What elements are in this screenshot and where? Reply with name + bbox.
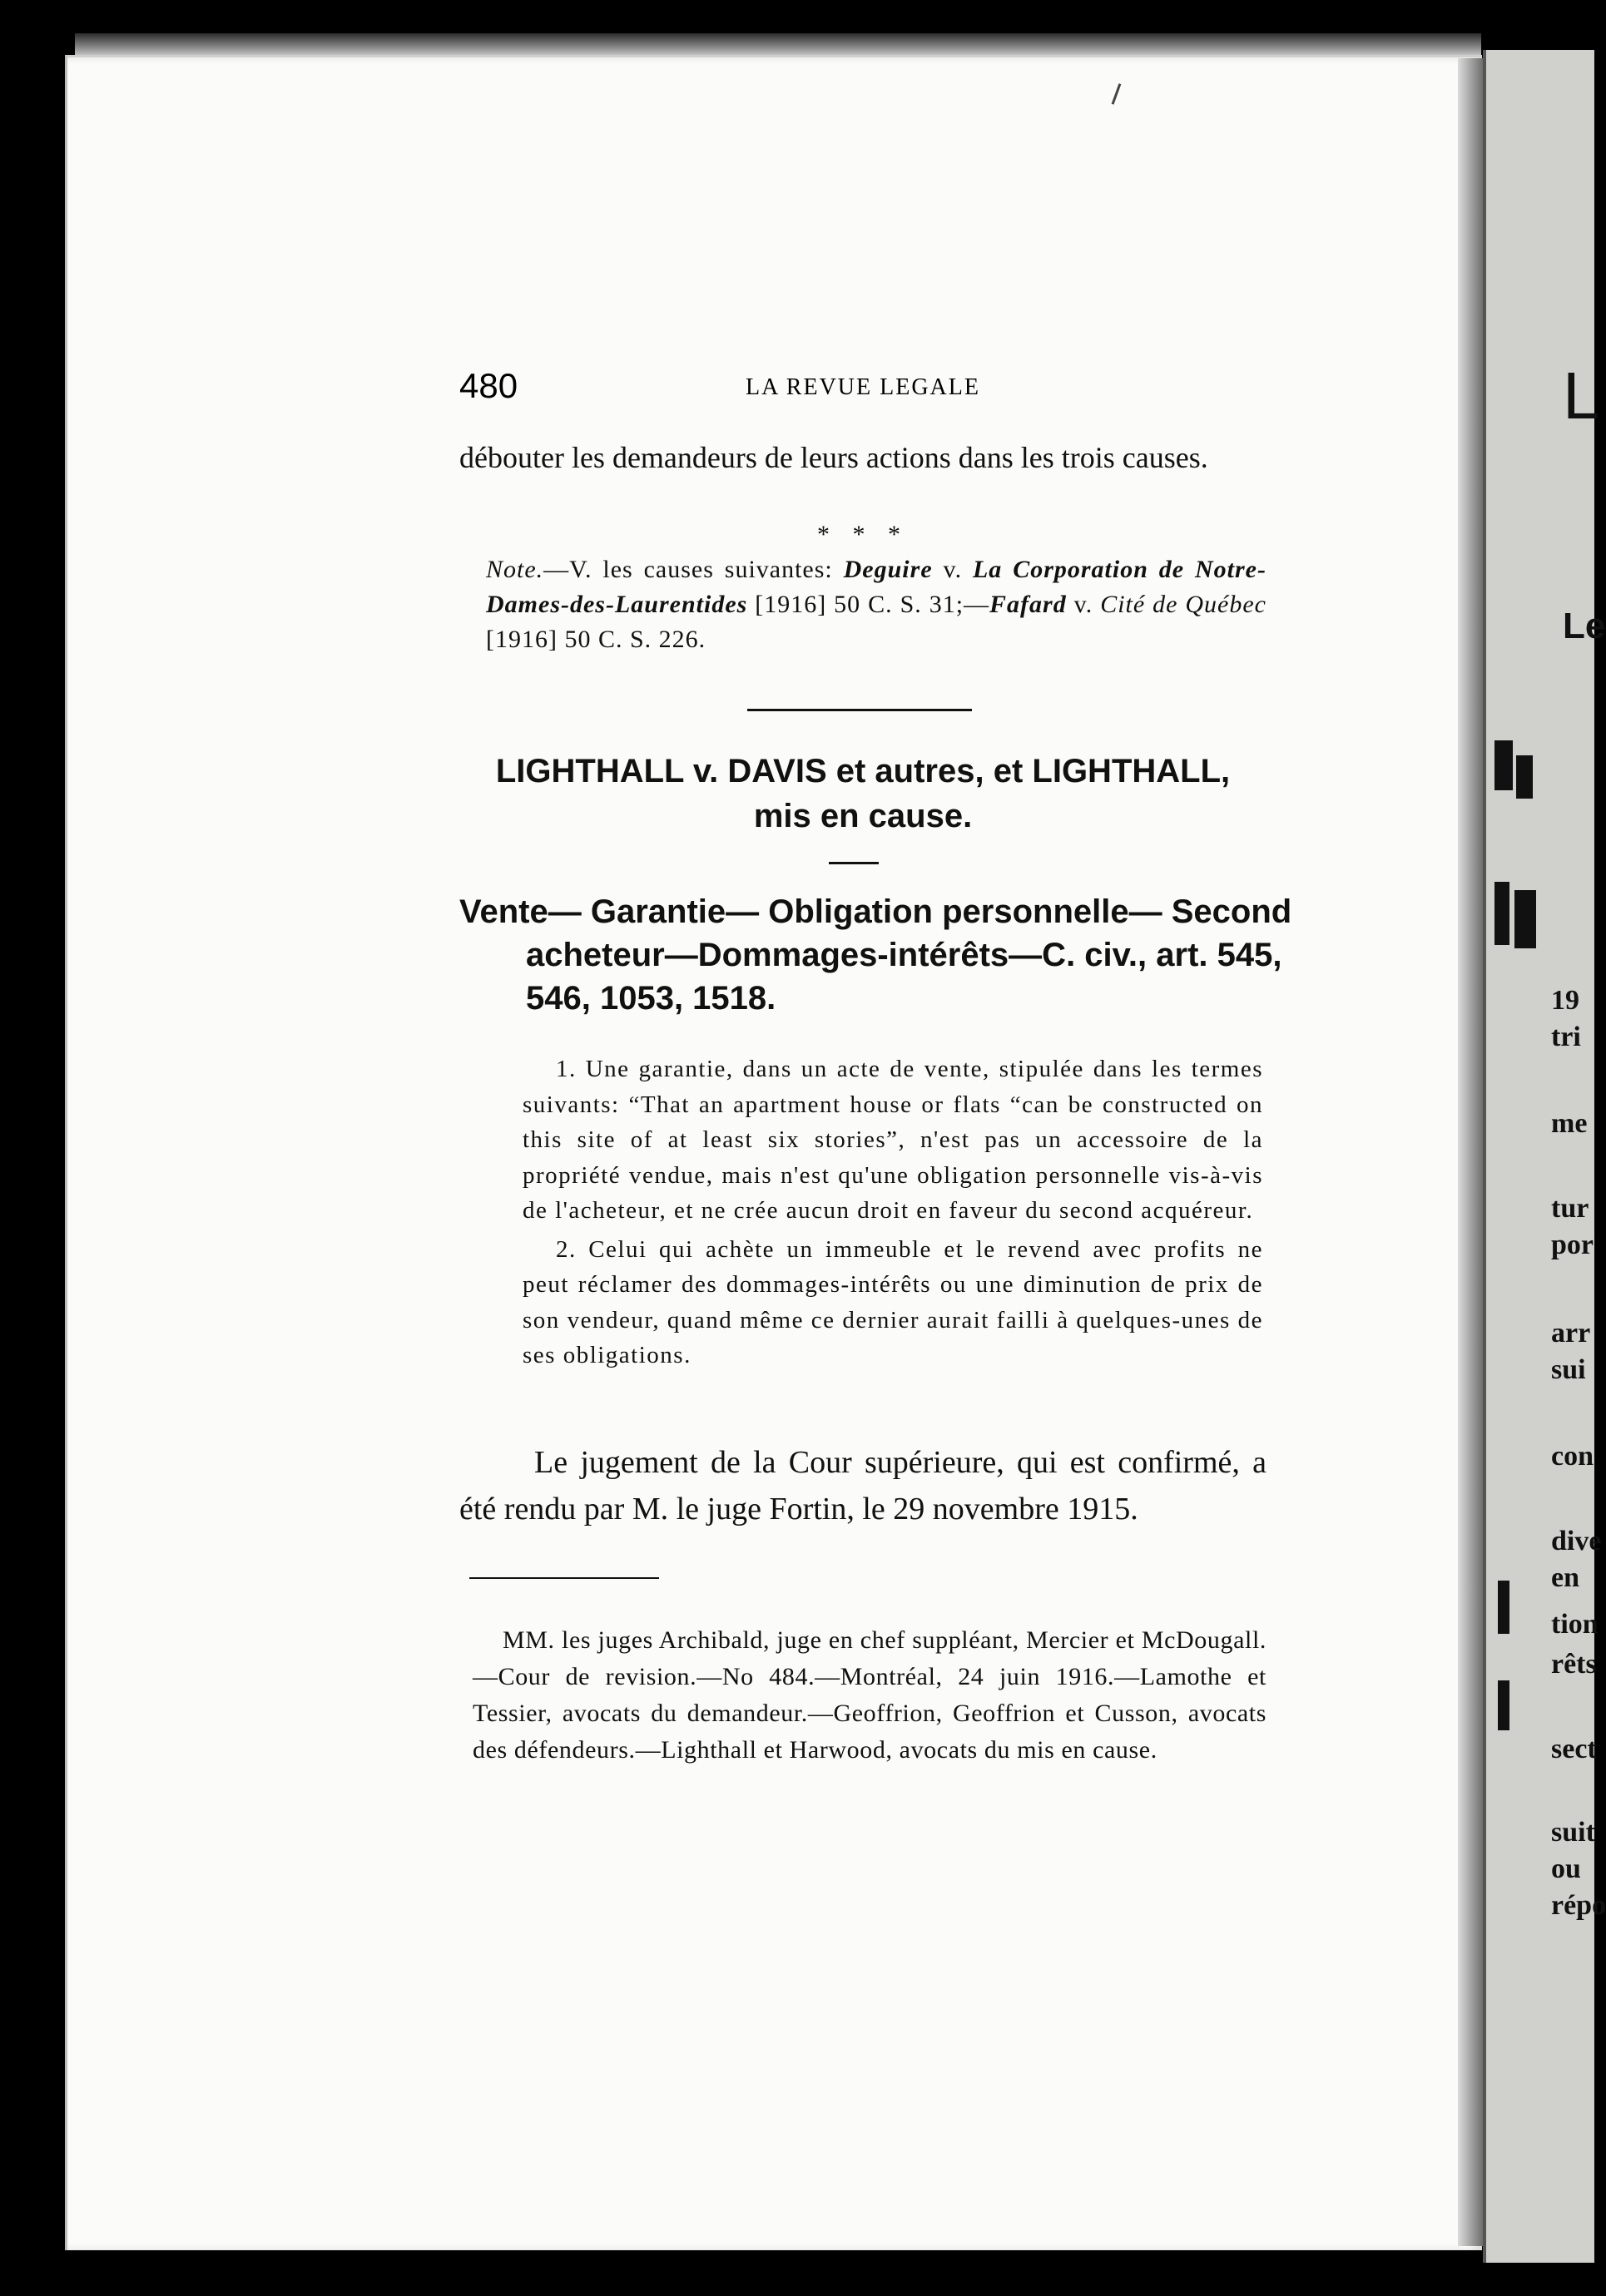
footnote-text: MM. les juges Archibald, juge en chef suppléant, Mercier et McDougall.—Cour de revision.—No 484.—Montréal, 24 juin 1916.—Lamothe et Tessier, avocats du demandeur.—Geoffrion, Geoffrion et Cusson, avocats des défendeurs.—Lighthall et Harwood, avocats du mis en cause.: [473, 1626, 1266, 1764]
adjacent-page-mark: [1498, 1680, 1509, 1730]
section-separator: * * *: [817, 521, 909, 548]
adjacent-page-fragment: Le: [1563, 606, 1606, 646]
adjacent-page-fragment: 19: [1551, 985, 1579, 1016]
footnote-rule: [469, 1577, 659, 1579]
adjacent-page-fragment: répo: [1551, 1890, 1606, 1921]
note-intro: —V. les causes suivantes:: [543, 556, 844, 583]
adjacent-page: [1483, 50, 1606, 2263]
page-number: 480: [459, 366, 518, 405]
page-gutter-shadow: [1458, 58, 1483, 2246]
note-case2-citation: [1916] 50 C. S. 226.: [486, 626, 706, 653]
note-case2-party: Fafard: [989, 591, 1067, 618]
note-case1-defendant: La Corporation de Notre-Dames-des-Laurentides: [486, 556, 1266, 618]
running-title: LA REVUE LEGALE: [746, 374, 980, 400]
judgment-text: Le jugement de la Cour supérieure, qui est confirmé, a été rendu par M. le juge Fortin, le 29 novembre 1915.: [459, 1445, 1266, 1527]
note-case2-defendant: Cité de Québec: [1100, 591, 1266, 618]
headnote-line: acheteur—Dommages-intérêts—C. civ., art. 545,: [526, 937, 1282, 973]
note-lead: Note.: [486, 556, 544, 583]
adjacent-page-fragment: sui: [1551, 1354, 1586, 1385]
summary-point: 2. Celui qui achète un immeuble et le revend avec profits ne peut réclamer des dommages-intérêts ou une diminution de prix de son vendeur, quand même ce dernier aurait failli à quelques-unes de ses obligations.: [523, 1235, 1263, 1368]
footnote: [459, 1622, 1266, 1769]
adjacent-page-fragment: por: [1551, 1230, 1594, 1260]
adjacent-page-fragment: ou: [1551, 1853, 1581, 1884]
note-case1-party: Deguire: [843, 556, 933, 583]
case-title-line: LIGHTHALL v. DAVIS et autres, et LIGHTHALL,: [495, 753, 1231, 789]
previous-case-note: [459, 552, 1266, 657]
adjacent-page-mark: [1494, 882, 1509, 945]
adjacent-page-mark: [1516, 755, 1533, 799]
summary-point: 1. Une garantie, dans un acte de vente, stipulée dans les termes suivants: “That an apartment house or flats “can be constructed on this site of at least six stories”, n'est pas un accessoire de la propriété vendue, mais n'est qu'une obligation personnelle vis-à-vis de l'acheteur, et ne crée aucun droit en faveur du second acquéreur.: [523, 1056, 1263, 1224]
title-rule: [829, 862, 879, 864]
note-case1-citation: [1916] 50 C. S. 31;—: [747, 591, 990, 618]
note-versus: v.: [1066, 591, 1101, 618]
adjacent-page-fragment: suit: [1551, 1817, 1595, 1848]
section-rule: [747, 709, 972, 711]
adjacent-page-fragment: sect: [1551, 1734, 1597, 1764]
adjacent-page-mark: [1498, 1581, 1509, 1634]
adjacent-page-fragment: dive: [1551, 1526, 1602, 1556]
adjacent-page-fragment: tur: [1551, 1193, 1589, 1224]
adjacent-page-fragment: en: [1551, 1562, 1579, 1593]
adjacent-page-fragment: con: [1551, 1441, 1594, 1472]
case-title: [459, 749, 1266, 839]
running-header: [459, 366, 1266, 408]
adjacent-page-fragment: tri: [1551, 1022, 1581, 1052]
adjacent-page-fragment: rêts: [1551, 1649, 1597, 1680]
adjacent-page-fragment: L: [1563, 359, 1600, 433]
headnote-line: 546, 1053, 1518.: [526, 980, 776, 1017]
adjacent-page-fragment: arr: [1551, 1318, 1591, 1348]
adjacent-page-mark: [1514, 890, 1536, 948]
case-title-line: mis en cause.: [753, 798, 973, 834]
previous-case-paragraph: débouter les demandeurs de leurs actions dans les trois causes.: [459, 441, 1208, 474]
case-headnote: [459, 890, 1292, 1020]
adjacent-page-mark: [1494, 740, 1513, 790]
adjacent-page-fragment: me: [1551, 1108, 1588, 1139]
adjacent-page-fragment: tion: [1551, 1609, 1599, 1640]
headnote-line: Vente— Garantie— Obligation personnelle— Second: [459, 893, 1292, 930]
case-summary: [459, 1052, 1266, 1373]
judgment-paragraph: [459, 1439, 1266, 1532]
note-versus: v.: [932, 556, 973, 583]
